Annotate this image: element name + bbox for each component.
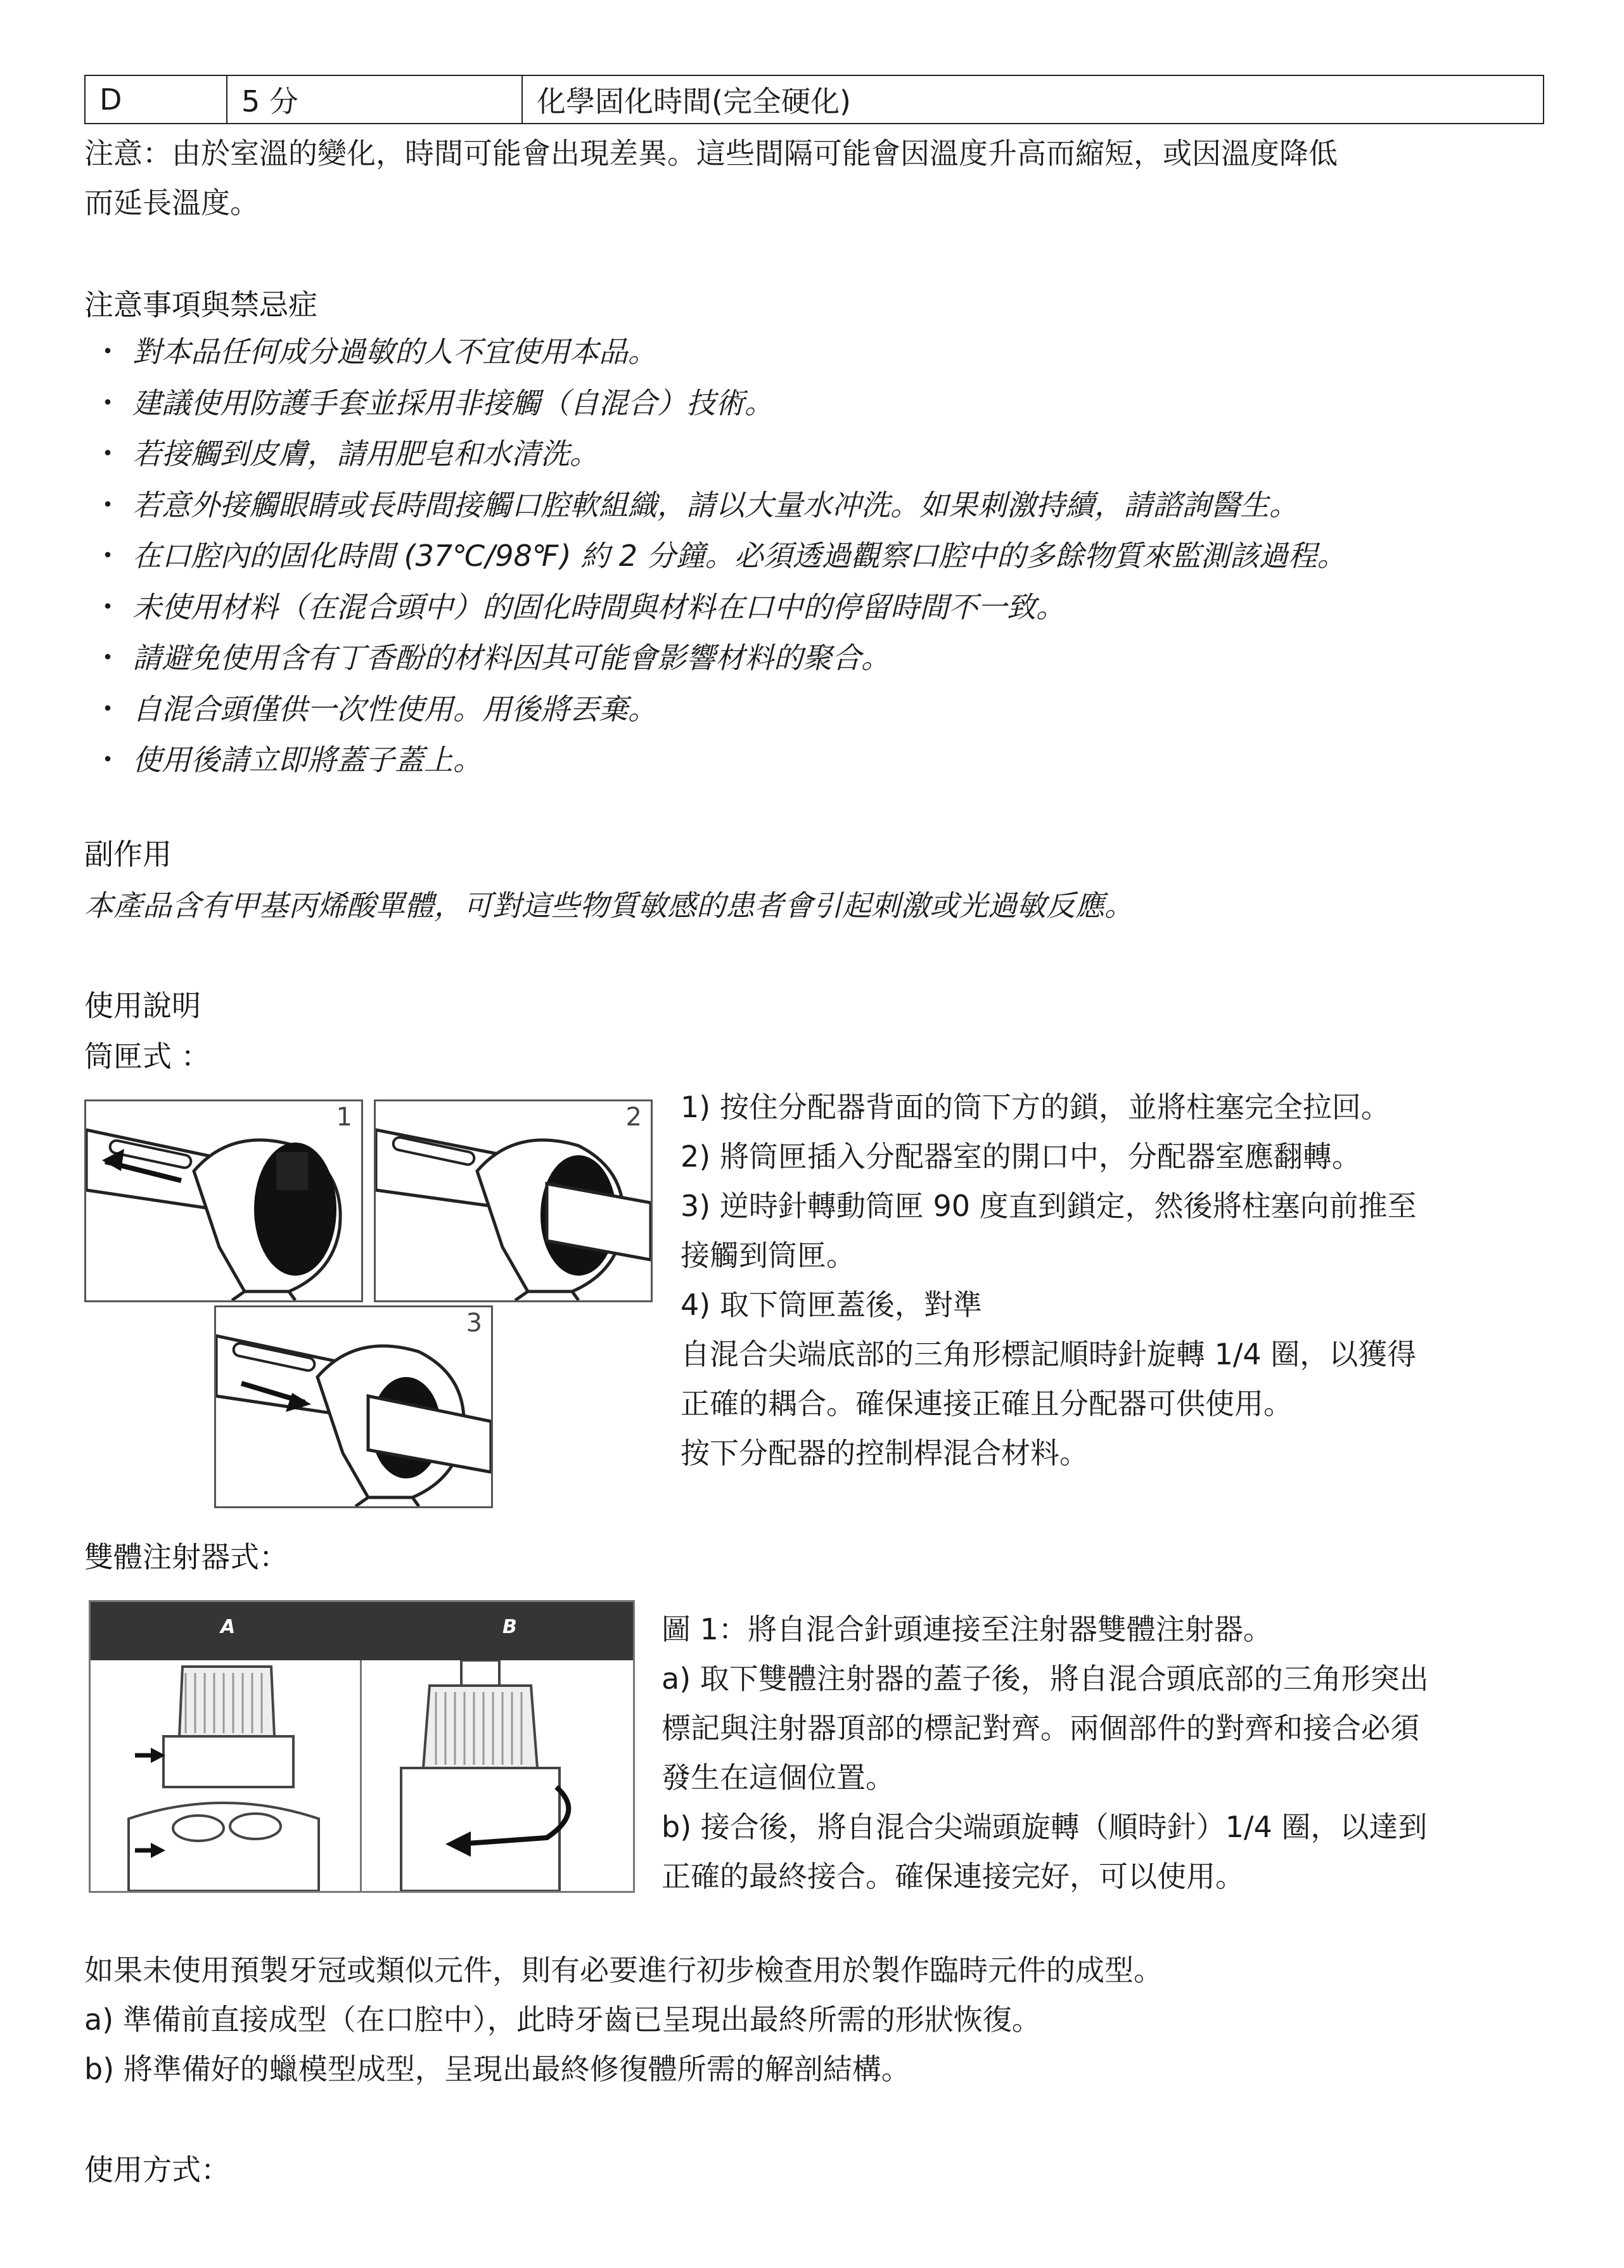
list-item: ・ 使用後請立即將蓋子蓋上。 xyxy=(84,734,1346,786)
syringe-step-b: b) 接合後，將自混合尖端頭旋轉（順時針）1/4 圈，以達到 xyxy=(662,1810,1428,1844)
note-line-1: 注意：由於室溫的變化，時間可能會出現差異。這些間隔可能會因溫度升高而縮短，或因溫度降低 xyxy=(84,136,1338,170)
bullet-icon: ・ xyxy=(93,487,122,522)
instructions-heading: 使用說明 xyxy=(84,989,201,1023)
cartridge-step-1: 1) 按住分配器背面的筒下方的鎖，並將柱塞完全拉回。 xyxy=(681,1090,1390,1124)
figure-label: 2 xyxy=(625,1103,642,1132)
dispenser-illustration-icon xyxy=(216,1307,491,1506)
cartridge-figure-2 xyxy=(374,1099,653,1302)
table-cell-stage: D xyxy=(85,75,227,124)
syringe-figure-header xyxy=(91,1602,633,1660)
side-effects-text: 本產品含有甲基丙烯酸單體，可對這些物質敏感的患者會引起刺激或光過敏反應。 xyxy=(84,888,1134,923)
cure-time-table xyxy=(84,75,1544,124)
syringe-step-a: a) 取下雙體注射器的蓋子後，將自混合頭底部的三角形突出 xyxy=(662,1662,1429,1696)
syringe-figure-caption: 圖 1：將自混合針頭連接至注射器雙體注射器。 xyxy=(662,1612,1272,1646)
panel-label-b: B xyxy=(502,1616,517,1638)
cartridge-step-final: 按下分配器的控制桿混合材料。 xyxy=(681,1436,1089,1470)
list-item: ・ 對本品任何成分過敏的人不宜使用本品。 xyxy=(84,326,1346,378)
syringe-step-a-cont-2: 發生在這個位置。 xyxy=(662,1760,895,1795)
bullet-icon: ・ xyxy=(93,743,122,777)
figure-label: 3 xyxy=(466,1309,482,1338)
syringe-figure xyxy=(89,1600,635,1893)
bullet-icon: ・ xyxy=(93,385,122,420)
list-item: ・ 若意外接觸眼睛或長時間接觸口腔軟組織，請以大量水冲洗。如果刺激持續，請諮詢醫生。 xyxy=(84,480,1346,531)
list-item: ・ 建議使用防護手套並採用非接觸（自混合）技術。 xyxy=(84,378,1346,429)
table-cell-time: 5 分 xyxy=(227,75,522,124)
list-item: ・ 若接觸到皮膚，請用肥皂和水清洗。 xyxy=(84,428,1346,480)
precautions-heading: 注意事項與禁忌症 xyxy=(84,288,317,322)
list-item: ・ 自混合頭僅供一次性使用。用後將丟棄。 xyxy=(84,684,1346,735)
cartridge-step-4-cont-2: 正確的耦合。確保連接正確且分配器可供使用。 xyxy=(681,1387,1293,1421)
cartridge-step-4: 4) 取下筒匣蓋後，對準 xyxy=(681,1288,982,1322)
preform-line-a: a) 準備前直接成型（在口腔中），此時牙齒已呈現出最終所需的形狀恢復。 xyxy=(84,2002,1041,2037)
cartridge-figure-3 xyxy=(214,1305,493,1508)
bullet-icon: ・ xyxy=(93,539,122,573)
precautions-list xyxy=(84,326,1346,786)
cartridge-step-4-cont-1: 自混合尖端底部的三角形標記順時針旋轉 1/4 圈，以獲得 xyxy=(681,1337,1417,1371)
dispenser-illustration-icon xyxy=(86,1101,361,1300)
bullet-icon: ・ xyxy=(93,641,122,675)
cartridge-step-3-cont: 接觸到筒匣。 xyxy=(681,1238,855,1272)
usage-heading: 使用方式： xyxy=(84,2153,230,2187)
list-item: ・ 未使用材料（在混合頭中）的固化時間與材料在口中的停留時間不一致。 xyxy=(84,582,1346,633)
syringe-step-b-cont: 正確的最終接合。確保連接完好，可以使用。 xyxy=(662,1859,1244,1893)
side-effects-heading: 副作用 xyxy=(84,837,172,871)
figure-label: 1 xyxy=(336,1103,352,1132)
note-line-2: 而延長溫度。 xyxy=(84,186,259,220)
cartridge-step-3: 3) 逆時針轉動筒匣 90 度直到鎖定，然後將柱塞向前推至 xyxy=(681,1189,1417,1223)
syringe-heading: 雙體注射器式： xyxy=(84,1540,288,1574)
preform-line-1: 如果未使用預製牙冠或類似元件，則有必要進行初步檢查用於製作臨時元件的成型。 xyxy=(84,1953,1163,1987)
bullet-icon: ・ xyxy=(93,437,122,471)
table-cell-description: 化學固化時間(完全硬化) xyxy=(522,75,1544,124)
table-row xyxy=(85,75,1544,124)
bullet-icon: ・ xyxy=(93,589,122,624)
syringe-illustration-icon xyxy=(91,1660,633,1891)
panel-label-a: A xyxy=(221,1616,236,1638)
cartridge-figure-1 xyxy=(84,1099,363,1302)
dispenser-illustration-icon xyxy=(376,1101,651,1300)
list-item: ・ 在口腔內的固化時間 (37℃/98℉) 約 2 分鐘。必須透過觀察口腔中的多餘物質來監測該過程。 xyxy=(84,530,1346,582)
syringe-step-a-cont-1: 標記與注射器頂部的標記對齊。兩個部件的對齊和接合必須 xyxy=(662,1711,1419,1745)
cartridge-step-2: 2) 將筒匣插入分配器室的開口中，分配器室應翻轉。 xyxy=(681,1139,1361,1174)
bullet-icon: ・ xyxy=(93,691,122,726)
cartridge-heading: 筒匣式 ： xyxy=(84,1039,210,1073)
bullet-icon: ・ xyxy=(93,335,122,369)
list-item: ・ 請避免使用含有丁香酚的材料因其可能會影響材料的聚合。 xyxy=(84,632,1346,684)
preform-line-b: b) 將準備好的蠟模型成型，呈現出最終修復體所需的解剖結構。 xyxy=(84,2052,911,2086)
